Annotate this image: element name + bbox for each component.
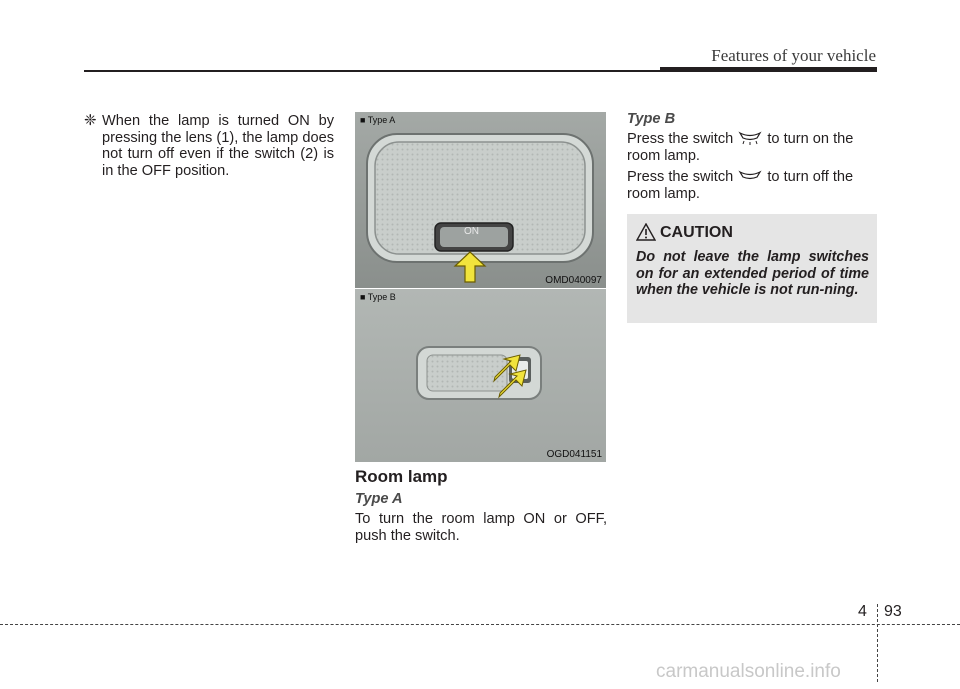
type-a-heading: Type A xyxy=(355,491,403,507)
room-lamp-off-icon xyxy=(737,169,763,183)
note-symbol: ❈ xyxy=(84,112,97,129)
footer-rule xyxy=(0,624,960,625)
caution-title: CAUTION xyxy=(660,224,733,241)
type-b-on-text-start: Press the switch xyxy=(627,131,738,147)
type-b-on-text-end: to turn on the room lamp. xyxy=(627,131,854,164)
type-b-heading: Type B xyxy=(627,111,676,127)
type-b-off-paragraph xyxy=(627,169,879,202)
room-lamp-on-icon xyxy=(737,131,763,145)
watermark: carmanualsonline.info xyxy=(656,661,841,682)
note-text: When the lamp is turned ON by pressing the lens (1), the lamp does not turn off even if the switch (2) is in the OFF position. xyxy=(102,113,335,179)
header-rule-accent xyxy=(660,67,877,72)
type-b-off-text-end: to turn off the room lamp. xyxy=(627,169,854,202)
chapter-number: 4 xyxy=(858,603,867,620)
figure-a-code: OMD040097 xyxy=(545,275,602,286)
figure-b-label: ■ Type B xyxy=(360,292,396,302)
figure-type-b xyxy=(355,289,606,462)
caution-text: Do not leave the lamp switches on for an extended period of time when the vehicle is not run-ning. xyxy=(636,249,869,298)
caution-box xyxy=(627,214,877,323)
footer-divider xyxy=(877,604,878,682)
type-b-on-paragraph xyxy=(627,131,879,164)
note-paragraph xyxy=(84,113,334,179)
warning-triangle-icon xyxy=(636,223,656,241)
type-b-off-text-start: Press the switch xyxy=(627,169,738,185)
figure-b-code: OGD041151 xyxy=(546,449,602,460)
room-lamp-type-a-illustration xyxy=(355,112,606,288)
figure-type-a xyxy=(355,112,606,288)
section-title: Features of your vehicle xyxy=(711,46,876,65)
room-lamp-heading: Room lamp xyxy=(355,467,448,486)
room-lamp-type-b-illustration xyxy=(355,289,606,462)
page-number: 93 xyxy=(884,603,902,620)
type-a-paragraph: To turn the room lamp ON or OFF, push the switch. xyxy=(355,511,607,544)
on-button-text: ON xyxy=(464,226,479,237)
figure-a-label: ■ Type A xyxy=(360,115,396,125)
